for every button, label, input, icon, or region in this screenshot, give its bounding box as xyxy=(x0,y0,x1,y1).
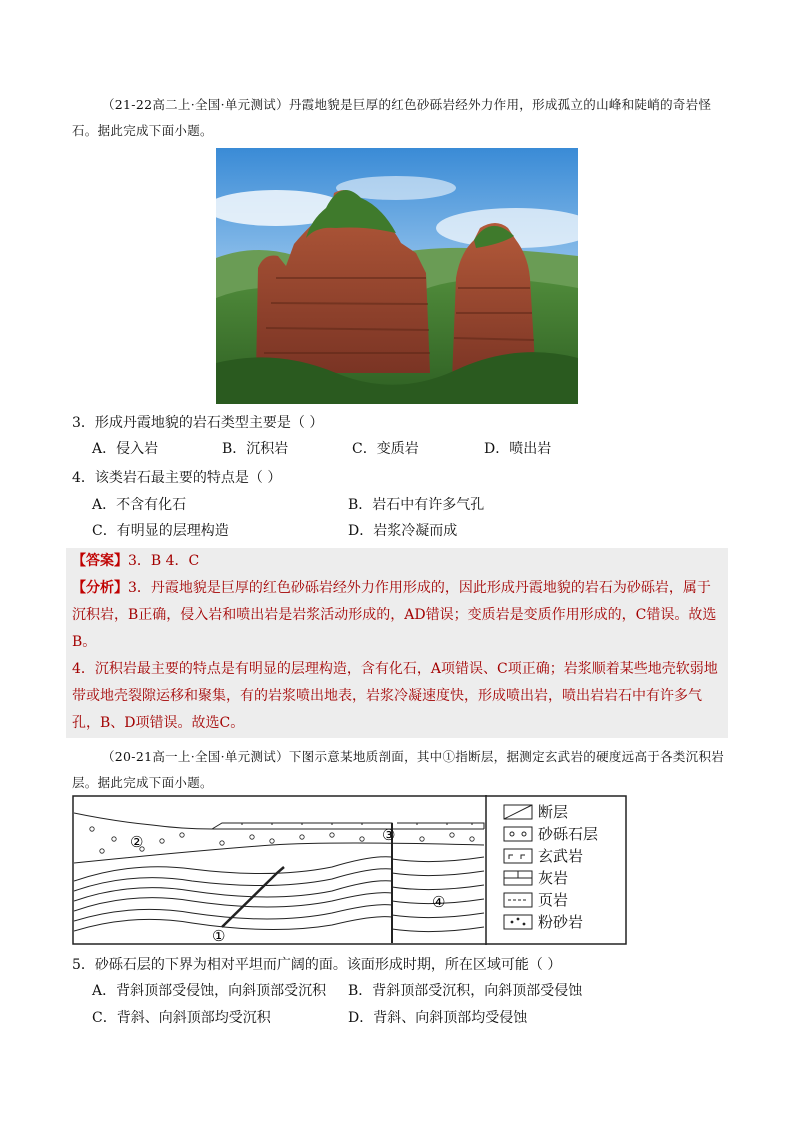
q3-option-b[interactable]: B．沉积岩 xyxy=(222,441,289,457)
legend-limestone: 灰岩 xyxy=(538,869,569,887)
danxia-landform-photo xyxy=(216,148,578,404)
intro-paragraph-2: （20-21高一上·全国·单元测试）下图示意某地质剖面，其中①指断层，据测定玄武岩的硬度远高于各类沉积岩层。据此完成下面小题。 xyxy=(72,749,725,790)
q5-option-d[interactable]: D．背斜、向斜顶部均受侵蚀 xyxy=(348,1010,528,1026)
legend-gravel: 砂砾石层 xyxy=(538,825,599,843)
answer-text: 3．B 4．C xyxy=(128,553,200,569)
q4-option-b[interactable]: B．岩石中有许多气孔 xyxy=(348,497,485,513)
analysis-paragraph-2: 4．沉积岩最主要的特点是有明显的层理构造，含有化石，A项错误、C项正确；岩浆顺着某些地壳软弱地带或地壳裂隙运移和聚集，有的岩浆喷出地表，岩浆冷凝速度快，形成喷出岩，喷出岩岩石中有许多气孔，B、D项错误。故选C。 xyxy=(72,661,718,731)
q4-option-d[interactable]: D．岩浆冷凝而成 xyxy=(348,523,458,539)
question-3-stem: 3．形成丹霞地貌的岩石类型主要是（ ） xyxy=(72,415,324,431)
intro-paragraph-1: （21-22高二上·全国·单元测试）丹霞地貌是巨厚的红色砂砾岩经外力作用，形成孤立的山峰和陡峭的奇岩怪石。据此完成下面小题。 xyxy=(72,97,712,138)
q5-option-c[interactable]: C．背斜、向斜顶部均受沉积 xyxy=(92,1010,271,1026)
q4-option-a[interactable]: A．不含有化石 xyxy=(92,497,187,513)
q4-option-c[interactable]: C．有明显的层理构造 xyxy=(92,523,229,539)
analysis-text-1: 3．丹霞地貌是巨厚的红色砂砾岩经外力作用形成的，因此形成丹霞地貌的岩石为砂砾岩，属于沉积岩，B正确，侵入岩和喷出岩是岩浆活动形成的，AD错误；变质岩是变质作用形成的，C错误。故选B。 xyxy=(72,580,717,650)
q3-option-d[interactable]: D．喷出岩 xyxy=(484,441,552,457)
question-4-stem: 4．该类岩石最主要的特点是（ ） xyxy=(72,470,282,486)
legend-siltstone: 粉砂岩 xyxy=(538,913,584,931)
legend-shale: 页岩 xyxy=(538,891,569,909)
legend-basalt: 玄武岩 xyxy=(538,847,584,865)
analysis-tag: 【分析】 xyxy=(72,580,128,596)
marker-2: ② xyxy=(130,833,144,851)
marker-1: ① xyxy=(212,927,226,945)
q3-option-c[interactable]: C．变质岩 xyxy=(352,441,419,457)
marker-3: ③ xyxy=(382,826,396,844)
marker-4: ④ xyxy=(432,893,446,911)
legend-fault: 断层 xyxy=(538,803,569,821)
q5-option-a[interactable]: A．背斜顶部受侵蚀，向斜顶部受沉积 xyxy=(92,983,327,999)
answer-line xyxy=(72,548,724,575)
answer-tag: 【答案】 xyxy=(72,553,128,569)
geologic-section-diagram xyxy=(72,795,627,945)
analysis-paragraph-1 xyxy=(72,575,724,656)
q3-option-a[interactable]: A．侵入岩 xyxy=(92,441,159,457)
q5-option-b[interactable]: B．背斜顶部受沉积，向斜顶部受侵蚀 xyxy=(348,983,583,999)
question-5-stem: 5．砂砾石层的下界为相对平坦而广阔的面。该面形成时期，所在区域可能（ ） xyxy=(72,957,562,973)
